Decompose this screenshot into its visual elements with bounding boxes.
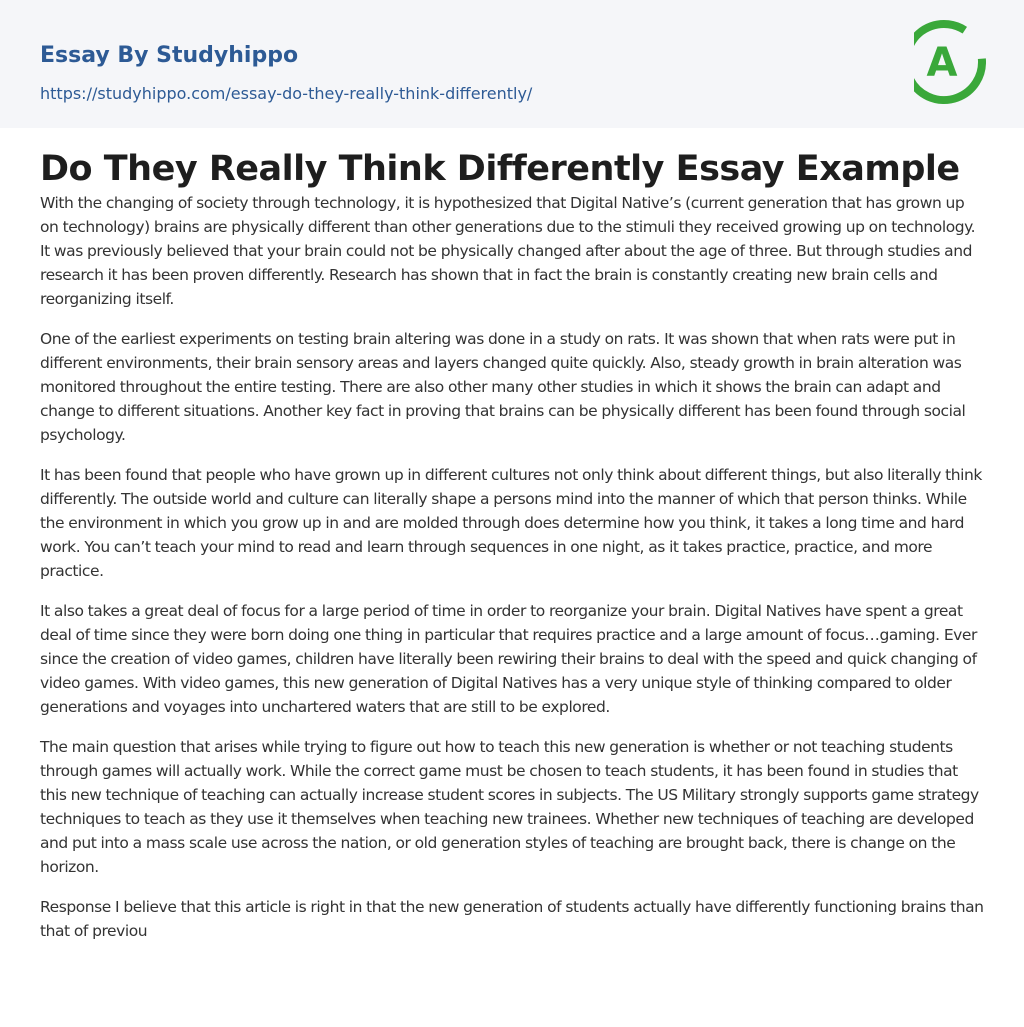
logo-letter: A	[926, 40, 958, 86]
article-paragraph-5: The main question that arises while trying to figure out how to teach this new generation is whether or not teaching students through games will actually work. While the correct game must be chosen to teach students, it has been found in studies that this new technique of teaching can actually increase student scores in subjects. The US Military strongly supports game strategy techniques to teach as they use it themselves when teaching new trainees. Whether new techniques of teaching are developed and put into a mass scale use across the nation, or old generation styles of teaching are brought back, there is change on the horizon.	[40, 738, 979, 876]
page-title: Do They Really Think Differently Essay Example	[40, 149, 960, 189]
article-paragraph-2: One of the earliest experiments on testing brain altering was done in a study on rats. It was shown that when rats were put in different environments, their brain sensory areas and layers changed quite quickly. Also, steady growth in brain alteration was monitored throughout the entire testing. There are also other many other studies in which it shows the brain can adapt and change to different situations. Another key fact in proving that brains can be physically different has been found through social psychology.	[40, 330, 966, 444]
article-paragraph-1: With the changing of society through technology, it is hypothesized that Digital Native’s (current generation that has grown up on technology) brains are physically different than other generations due to the stimuli they received growing up on technology. It was previously believed that your brain could not be physically changed after about the age of three. But through studies and research it has been proven differently. Research has shown that in fact the brain is constantly creating new brain cells and reorganizing itself.	[40, 194, 976, 308]
article-paragraph-6: Response I believe that this article is right in that the new generation of students actually have differently functioning brains than that of previou	[40, 898, 984, 940]
site-title[interactable]: Essay By Studyhippo	[40, 43, 299, 68]
article-paragraph-4: It also takes a great deal of focus for a large period of time in order to reorganize your brain. Digital Natives have spent a great deal of time since they were born doing one thing in particular that requires practice and a large amount of focus…gaming. Ever since the creation of video games, children have literally been rewiring their brains to deal with the speed and quick changing of video games. With video games, this new generation of Digital Natives has a very unique style of thinking compared to older generations and voyages into unchartered waters that are still to be explored.	[40, 602, 977, 716]
article-paragraph-3: It has been found that people who have grown up in different cultures not only think about different things, but also literally think differently. The outside world and culture can literally shape a persons mind into the manner of which that person thinks. While the environment in which you grow up in and are molded through does determine how you think, it takes a long time and hard work. You can’t teach your mind to read and learn through sequences in one night, as it takes practice, practice, and more practice.	[40, 466, 982, 580]
logo-svg	[914, 18, 986, 108]
site-header	[0, 0, 1024, 128]
source-url-link[interactable]: https://studyhippo.com/essay-do-they-really-think-differently/	[40, 84, 533, 103]
article	[0, 128, 1024, 943]
studyhippo-logo-icon[interactable]	[914, 18, 986, 108]
